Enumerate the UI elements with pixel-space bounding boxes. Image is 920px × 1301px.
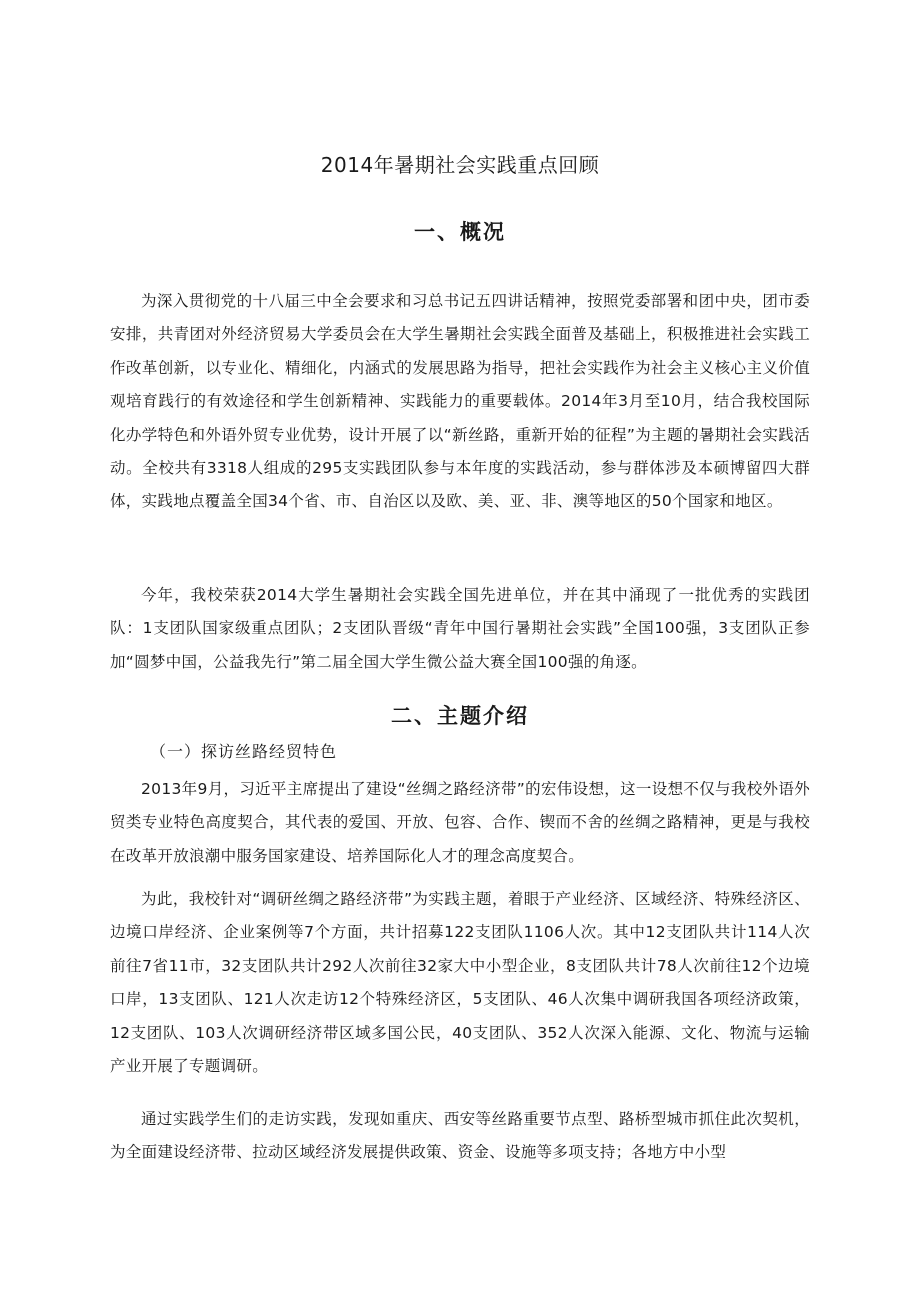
subheading-silk-road: （一）探访丝路经贸特色 bbox=[150, 742, 338, 761]
paragraph-theme-3: 通过实践学生们的走访实践，发现如重庆、西安等丝路重要节点型、路桥型城市抓住此次契机，为全面建设经济带、拉动区域经济发展提供政策、资金、设施等多项支持；各地方中小型 bbox=[110, 1110, 810, 1162]
paragraph-theme-2: 为此，我校针对“调研丝绸之路经济带”为实践主题，着眼于产业经济、区域经济、特殊经济区、边境口岸经济、企业案例等7个方面，共计招募122支团队1106人次。其中12支团队共计114人次前往7省11市，32支团队共计292人次前往32家大中小型企业，8支团队共计78人次前往12个边境口岸，13支团队、121人次走访12个特殊经济区，5支团队、46人次集中调研我国各项经济政策，12支团队、103人次调研经济带区域多国公民，40支团队、352人次深入能源、文化、物流与运输产业开展了专题调研。 bbox=[110, 890, 810, 1076]
section-heading-theme: 二、主题介绍 bbox=[391, 704, 529, 728]
paragraph-overview-1: 为深入贯彻党的十八届三中全会要求和习总书记五四讲话精神，按照党委部署和团中央，团市委安排，共青团对外经济贸易大学委员会在大学生暑期社会实践全面普及基础上，积极推进社会实践工作改革创新，以专业化、精细化，内涵式的发展思路为指导，把社会实践作为社会主义核心主义价值观培育践行的有效途径和学生创新精神、实践能力的重要载体。2014年3月至10月，结合我校国际化办学特色和外语外贸专业优势，设计开展了以“新丝路，重新开始的征程”为主题的暑期社会实践活动。全校共有3318人组成的295支实践团队参与本年度的实践活动，参与群体涉及本硕博留四大群体，实践地点覆盖全国34个省、市、自治区以及欧、美、亚、非、澳等地区的50个国家和地区。 bbox=[110, 292, 810, 511]
document-title: 2014年暑期社会实践重点回顾 bbox=[320, 153, 600, 177]
section-heading-overview: 一、概况 bbox=[414, 220, 506, 244]
paragraph-theme-1: 2013年9月，习近平主席提出了建设“丝绸之路经济带”的宏伟设想，这一设想不仅与我校外语外贸类专业特色高度契合，其代表的爱国、开放、包容、合作、锲而不舍的丝绸之路精神，更是与我校在改革开放浪潮中服务国家建设、培养国际化人才的理念高度契合。 bbox=[110, 780, 810, 865]
paragraph-overview-2: 今年，我校荣获2014大学生暑期社会实践全国先进单位，并在其中涌现了一批优秀的实践团队：1支团队国家级重点团队；2支团队晋级“青年中国行暑期社会实践”全国100强，3支团队正参加“圆梦中国，公益我先行”第二届全国大学生微公益大赛全国100强的角逐。 bbox=[110, 586, 810, 671]
